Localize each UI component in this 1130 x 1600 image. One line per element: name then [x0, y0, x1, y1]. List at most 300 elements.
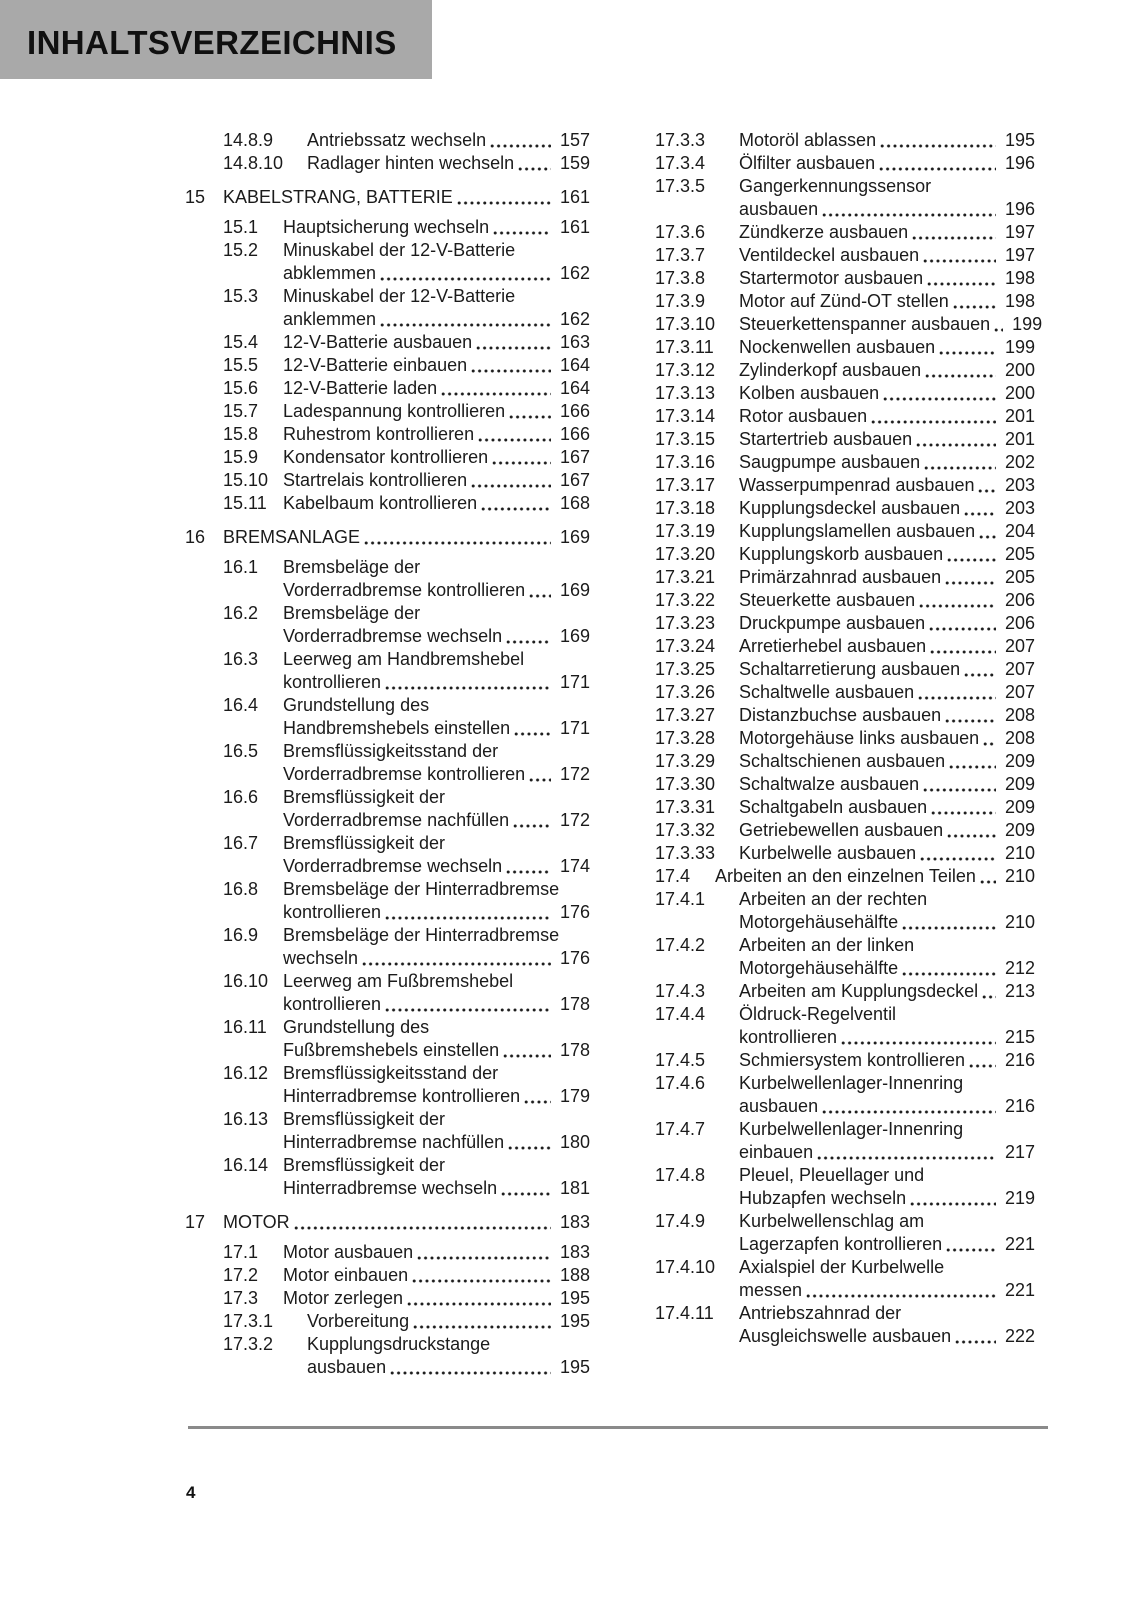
toc-entry-page: 172 — [559, 810, 590, 830]
toc-entry-number: 17.3.31 — [655, 797, 716, 817]
toc-entry — [655, 773, 1035, 796]
toc-entry-title-text: Kolben ausbauen — [739, 383, 880, 403]
dot-leader — [924, 359, 996, 382]
toc-entry-page: 210 — [1004, 866, 1035, 886]
dot-leader — [361, 947, 551, 970]
toc-entry-title — [283, 285, 590, 331]
toc-entry-page: 171 — [559, 718, 590, 738]
toc-entry — [655, 865, 1035, 888]
toc-entry-title-text: Schaltwalze ausbauen — [739, 774, 920, 794]
dot-leader — [945, 1233, 996, 1256]
toc-entry — [223, 1154, 590, 1200]
toc-entry-title — [283, 924, 590, 970]
toc-entry-number: 16.11 — [223, 1017, 267, 1037]
toc-entry-title — [739, 175, 1035, 221]
toc-entry-title — [283, 970, 590, 1016]
toc-entry-title-text: Kurbelwellenschlag am — [739, 1211, 925, 1231]
toc-entry-title-line — [739, 313, 1043, 336]
toc-entry-title-line — [739, 681, 1035, 704]
toc-entry-title-line — [739, 1279, 1035, 1302]
toc-entry-number: 16.6 — [223, 787, 259, 807]
dot-leader — [922, 773, 996, 796]
toc-entry — [223, 694, 590, 740]
dot-leader — [470, 469, 551, 492]
toc-entry-number: 14.8.9 — [223, 130, 274, 150]
toc-entry-title-text: Minuskabel der 12-V-Batterie — [283, 286, 516, 306]
toc-entry-title-text: kontrollieren — [739, 1027, 838, 1047]
toc-entry-title — [739, 451, 1035, 474]
toc-entry-title-line — [283, 423, 590, 446]
toc-entry-title-text: Ventildeckel ausbauen — [739, 245, 920, 265]
toc-entry-title-line — [283, 216, 590, 239]
dot-leader — [505, 855, 551, 878]
dot-leader — [821, 198, 996, 221]
toc-entry-title-line — [283, 377, 590, 400]
toc-entry — [655, 1049, 1035, 1072]
toc-entry-title-text: Zylinderkopf ausbauen — [739, 360, 922, 380]
toc-entry-page: 171 — [559, 672, 590, 692]
dot-leader — [500, 1177, 551, 1200]
toc-entry-page: 217 — [1004, 1142, 1035, 1162]
toc-entry — [655, 1164, 1035, 1210]
toc-entry — [655, 129, 1035, 152]
toc-entry-title — [739, 589, 1035, 612]
toc-entry-title-line — [715, 865, 1035, 888]
toc-entry-title-text: Startrelais kontrollieren — [283, 470, 468, 490]
toc-entry-title — [283, 1016, 590, 1062]
toc-entry — [655, 474, 1035, 497]
toc-entry-number: 17.3.20 — [655, 544, 716, 564]
toc-entry-number: 16.12 — [223, 1063, 269, 1083]
toc-entry-title-line — [283, 786, 590, 809]
toc-entry-number: 15.4 — [223, 332, 259, 352]
toc-entry-title-text: BREMSANLAGE — [223, 527, 361, 547]
toc-entry-title-line — [739, 497, 1035, 520]
toc-entry-page: 203 — [1004, 498, 1035, 518]
toc-entry — [655, 934, 1035, 980]
toc-entry-page: 219 — [1004, 1188, 1035, 1208]
toc-entry-title-line — [739, 451, 1035, 474]
toc-entry-title — [739, 520, 1035, 543]
toc-entry-title — [739, 129, 1035, 152]
toc-entry-page: 195 — [559, 1357, 590, 1377]
toc-entry-title-text: Antriebssatz wechseln — [307, 130, 487, 150]
toc-entry-page: 209 — [1004, 797, 1035, 817]
toc-entry-title-text: kontrollieren — [283, 902, 382, 922]
toc-entry-title — [739, 1164, 1035, 1210]
toc-entry-title-text: Kurbelwellenlager-Innenring — [739, 1073, 964, 1093]
toc-entry-page: 209 — [1004, 751, 1035, 771]
toc-entry-page: 206 — [1004, 590, 1035, 610]
toc-entry — [655, 589, 1035, 612]
toc-entry-title-line — [739, 267, 1035, 290]
toc-entry-page: 208 — [1004, 728, 1035, 748]
dot-leader — [915, 428, 996, 451]
toc-entry-title — [283, 694, 590, 740]
toc-entry-title-line — [739, 750, 1035, 773]
toc-entry-number: 15.8 — [223, 424, 259, 444]
toc-entry-title — [283, 1062, 590, 1108]
toc-entry-title-text: Hinterradbremse wechseln — [283, 1178, 498, 1198]
toc-entry-page: 180 — [559, 1132, 590, 1152]
dot-leader — [508, 400, 551, 423]
toc-entry-title-line — [739, 819, 1035, 842]
toc-entry-title-line — [739, 1164, 1035, 1187]
toc-entry — [655, 382, 1035, 405]
toc-entry-number: 14.8.10 — [223, 153, 284, 173]
toc-entry-number: 17.3.24 — [655, 636, 716, 656]
toc-entry-title — [739, 313, 1043, 336]
toc-entry — [655, 1256, 1035, 1302]
toc-entry-title-text: Hinterradbremse kontrollieren — [283, 1086, 521, 1106]
toc-entry-page: 222 — [1004, 1326, 1035, 1346]
toc-entry — [223, 1264, 590, 1287]
toc-entry-number: 15.9 — [223, 447, 259, 467]
toc-entry — [223, 648, 590, 694]
toc-entry-page: 213 — [1004, 981, 1035, 1001]
toc-entry-page: 166 — [559, 424, 590, 444]
toc-entry — [223, 878, 590, 924]
toc-column-left — [185, 129, 590, 1379]
toc-entry-title-text: Radlager hinten wechseln — [307, 153, 515, 173]
toc-entry-title-text: Schaltarretierung ausbauen — [739, 659, 961, 679]
toc-entry-title-text: Hauptsicherung wechseln — [283, 217, 490, 237]
toc-entry-number: 16.14 — [223, 1155, 269, 1175]
toc-entry-title — [283, 1287, 590, 1310]
toc-entry-title-text: Axialspiel der Kurbelwelle — [739, 1257, 945, 1277]
toc-entry — [223, 354, 590, 377]
toc-entry-number: 16.5 — [223, 741, 259, 761]
toc-entry-title — [739, 681, 1035, 704]
toc-entry-title-text: Fußbremshebels einstellen — [283, 1040, 500, 1060]
toc-entry-number: 17.3.15 — [655, 429, 716, 449]
toc-entry — [655, 336, 1035, 359]
toc-entry-page: 195 — [559, 1288, 590, 1308]
toc-entry-title-line — [739, 129, 1035, 152]
toc-entry-page: 163 — [559, 332, 590, 352]
toc-entry-title — [283, 602, 590, 648]
toc-entry-number: 16.13 — [223, 1109, 269, 1129]
toc-entry-title-line — [739, 796, 1035, 819]
dot-leader — [513, 717, 551, 740]
toc-entry-title — [283, 469, 590, 492]
toc-entry-title — [739, 497, 1035, 520]
toc-entry-number: 17.4.1 — [655, 889, 706, 909]
toc-entry-number: 17.3.8 — [655, 268, 706, 288]
toc-entry-title-line — [223, 526, 590, 549]
toc-entry-page: 212 — [1004, 958, 1035, 978]
toc-entry — [223, 1310, 590, 1333]
toc-entry-title-text: Bremsflüssigkeit der — [283, 833, 446, 853]
toc-entry — [223, 832, 590, 878]
toc-entry — [223, 285, 590, 331]
toc-entry-title-line — [739, 888, 1035, 911]
toc-entry-title-line — [739, 221, 1035, 244]
toc-entry-number: 15.1 — [223, 217, 259, 237]
toc-entry-title-text: Zündkerze ausbauen — [739, 222, 909, 242]
toc-entry-page: 199 — [1004, 337, 1035, 357]
toc-entry-title-text: anklemmen — [283, 309, 377, 329]
toc-entry-title-text: Startermotor ausbauen — [739, 268, 924, 288]
toc-entry-title — [283, 832, 590, 878]
dot-leader — [954, 1325, 996, 1348]
dot-leader — [922, 244, 996, 267]
toc-entry-page: 164 — [559, 378, 590, 398]
toc-entry-title-text: Vorderradbremse kontrollieren — [283, 580, 526, 600]
toc-entry — [655, 152, 1035, 175]
dot-leader — [389, 1356, 551, 1379]
toc-entry-title-text: Getriebewellen ausbauen — [739, 820, 944, 840]
toc-entry-title — [739, 819, 1035, 842]
toc-entry-page: 216 — [1004, 1050, 1035, 1070]
toc-entry-title — [739, 1210, 1035, 1256]
dot-leader — [946, 543, 996, 566]
toc-entry-title-line — [739, 911, 1035, 934]
dot-leader — [528, 579, 551, 602]
toc-entry-title-text: Pleuel, Pleuellager und — [739, 1165, 925, 1185]
toc-entry-number: 16 — [185, 527, 206, 547]
toc-entry-title — [739, 1302, 1035, 1348]
toc-entry-title-text: kontrollieren — [283, 994, 382, 1014]
dot-leader — [517, 152, 551, 175]
toc-entry-title — [739, 543, 1035, 566]
toc-entry-number: 17.3 — [223, 1288, 259, 1308]
toc-entry-page: 167 — [559, 447, 590, 467]
toc-entry-number: 17.3.3 — [655, 130, 706, 150]
toc-entry-page: 198 — [1004, 291, 1035, 311]
toc-entry-title-text: Arbeiten an der linken — [739, 935, 915, 955]
toc-entry-title-text: Bremsbeläge der Hinterradbremse — [283, 925, 560, 945]
toc-entry-title — [739, 658, 1035, 681]
page-number: 4 — [186, 1483, 196, 1502]
toc-entry-number: 15.2 — [223, 240, 259, 260]
toc-entry-title-text: Vorderradbremse wechseln — [283, 626, 503, 646]
dot-leader — [491, 446, 551, 469]
toc-entry-title-line — [283, 671, 590, 694]
toc-entry-title — [739, 566, 1035, 589]
toc-entry-title-text: Ladespannung kontrollieren — [283, 401, 506, 421]
toc-entry-title-line — [739, 635, 1035, 658]
dot-leader — [918, 589, 996, 612]
toc-entry — [655, 704, 1035, 727]
toc-entry-title-line — [283, 625, 590, 648]
footer-rule — [188, 1426, 1048, 1429]
toc-entry-title-text: Vorderradbremse kontrollieren — [283, 764, 526, 784]
toc-entry-number: 17.3.18 — [655, 498, 716, 518]
toc-entry-title-text: Motor zerlegen — [283, 1288, 404, 1308]
toc-entry-title-line — [739, 474, 1035, 497]
toc-entry-title-text: 12-V-Batterie einbauen — [283, 355, 468, 375]
toc-entry-title — [739, 750, 1035, 773]
toc-entry-title-line — [739, 566, 1035, 589]
dot-leader — [470, 354, 551, 377]
dot-leader — [879, 129, 996, 152]
toc-entry-title-line — [307, 1333, 590, 1356]
toc-entry-title-line — [283, 308, 590, 331]
toc-entry-title-text: Arbeiten am Kupplungsdeckel — [739, 981, 979, 1001]
toc-entry-title-line — [283, 1131, 590, 1154]
page-title: INHALTSVERZEICHNIS — [27, 23, 397, 61]
toc-entry-number: 17.4.8 — [655, 1165, 706, 1185]
toc-entry-page: 210 — [1004, 912, 1035, 932]
toc-entry-title — [223, 526, 590, 549]
toc-entry-page: 206 — [1004, 613, 1035, 633]
toc-entry — [655, 681, 1035, 704]
toc-entry — [655, 1302, 1035, 1348]
dot-leader — [475, 331, 551, 354]
toc-entry-title-text: Kupplungslamellen ausbauen — [739, 521, 976, 541]
toc-entry-number: 17.4.3 — [655, 981, 706, 1001]
toc-entry-number: 17.4.5 — [655, 1050, 706, 1070]
toc-entry — [655, 1118, 1035, 1164]
toc-entry-page: 179 — [559, 1086, 590, 1106]
toc-entry-title-line — [223, 186, 590, 209]
toc-entry-page: 162 — [559, 263, 590, 283]
toc-entry — [655, 313, 1043, 336]
toc-entry-title-text: Ausgleichswelle ausbauen — [739, 1326, 952, 1346]
toc-entry-title — [739, 244, 1035, 267]
toc-entry-page: 164 — [559, 355, 590, 375]
toc-entry-title-line — [283, 924, 590, 947]
dot-leader — [917, 681, 996, 704]
toc-entry-title-text: Rotor ausbauen — [739, 406, 868, 426]
toc-entry-title-line — [739, 773, 1035, 796]
toc-entry-title-line — [283, 1154, 590, 1177]
toc-entry-title — [283, 1108, 590, 1154]
toc-entry-title-text: Öldruck-Regelventil — [739, 1004, 897, 1024]
toc-entry-number: 16.10 — [223, 971, 269, 991]
toc-entry — [655, 1003, 1035, 1049]
toc-entry-title-line — [283, 694, 590, 717]
toc-entry-title-line — [283, 1287, 590, 1310]
toc-entry-page: 157 — [559, 130, 590, 150]
toc-entry-title — [739, 221, 1035, 244]
dot-leader — [411, 1264, 551, 1287]
toc-entry-title-line — [739, 198, 1035, 221]
toc-entry-page: 178 — [559, 1040, 590, 1060]
toc-entry-page: 196 — [1004, 153, 1035, 173]
dot-leader — [507, 1131, 551, 1154]
toc-entry-title-line — [739, 175, 1035, 198]
toc-entry-title-line — [739, 612, 1035, 635]
toc-entry-title — [739, 474, 1035, 497]
toc-entry — [223, 602, 590, 648]
toc-entry-title-text: MOTOR — [223, 1212, 290, 1232]
toc-entry-page: 207 — [1004, 636, 1035, 656]
toc-entry-title-line — [739, 1141, 1035, 1164]
dot-leader — [489, 129, 551, 152]
toc-entry-title-text: wechseln — [283, 948, 359, 968]
dot-leader — [878, 152, 996, 175]
toc-entry-title — [739, 267, 1035, 290]
toc-entry-page: 166 — [559, 401, 590, 421]
toc-entry — [655, 796, 1035, 819]
toc-entry-page: 161 — [559, 187, 590, 207]
dot-leader — [981, 980, 996, 1003]
toc-entry-title-text: Handbremshebels einstellen — [283, 718, 511, 738]
toc-entry-title-line — [739, 1302, 1035, 1325]
toc-entry-title-line — [739, 359, 1035, 382]
toc-entry-title — [739, 1003, 1035, 1049]
toc-entry-title-text: Kupplungsdeckel ausbauen — [739, 498, 961, 518]
toc-entry-number: 15.7 — [223, 401, 259, 421]
toc-entry-page: 159 — [559, 153, 590, 173]
toc-entry-title-text: 12-V-Batterie laden — [283, 378, 438, 398]
toc-entry-title — [739, 773, 1035, 796]
toc-entry-title-line — [739, 704, 1035, 727]
toc-entry-number: 16.3 — [223, 649, 259, 669]
toc-entry-title-text: Bremsflüssigkeitsstand der — [283, 741, 499, 761]
toc-entry-page: 198 — [1004, 268, 1035, 288]
dot-leader — [977, 474, 996, 497]
toc-entry-title — [307, 129, 590, 152]
toc-entry — [655, 1210, 1035, 1256]
toc-entry-title — [739, 405, 1035, 428]
toc-entry — [223, 331, 590, 354]
toc-entry — [223, 152, 590, 175]
toc-entry-title-text: Motor einbauen — [283, 1265, 409, 1285]
toc-entry-title — [283, 216, 590, 239]
toc-entry-title-text: Distanzbuchse ausbauen — [739, 705, 942, 725]
toc-entry — [223, 129, 590, 152]
dot-leader — [293, 1211, 551, 1234]
toc-entry — [655, 888, 1035, 934]
toc-entry-number: 15.11 — [223, 493, 267, 513]
toc-entry-title — [223, 1211, 590, 1234]
toc-entry-title-text: Saugpumpe ausbauen — [739, 452, 921, 472]
toc-entry-title-line — [739, 336, 1035, 359]
toc-entry-page: 221 — [1004, 1234, 1035, 1254]
toc-entry-title-line — [739, 428, 1035, 451]
toc-entry-title-line — [739, 1118, 1035, 1141]
toc-entry-title-text: kontrollieren — [283, 672, 382, 692]
toc-entry-number: 17.2 — [223, 1265, 259, 1285]
toc-entry — [655, 221, 1035, 244]
toc-entry — [223, 786, 590, 832]
toc-entry — [655, 727, 1035, 750]
toc-entry-number: 17.3.2 — [223, 1334, 274, 1354]
toc-entry-title — [739, 382, 1035, 405]
dot-leader — [993, 313, 1003, 336]
toc-entry-title-text: Druckpumpe ausbauen — [739, 613, 926, 633]
toc-entry-page: 207 — [1004, 659, 1035, 679]
toc-entry — [655, 566, 1035, 589]
toc-entry-title-line — [283, 878, 590, 901]
toc-entry-page: 167 — [559, 470, 590, 490]
toc-entry-number: 17.3.17 — [655, 475, 716, 495]
dot-leader — [440, 377, 551, 400]
toc-entry-title-text: messen — [739, 1280, 803, 1300]
toc-entry — [655, 819, 1035, 842]
toc-entry-title-line — [283, 901, 590, 924]
toc-entry-title-line — [283, 1108, 590, 1131]
dot-leader — [882, 382, 996, 405]
toc-entry-number: 17.4.11 — [655, 1303, 714, 1323]
toc-entry-title-line — [283, 285, 590, 308]
toc-entry-number: 17.4 — [655, 866, 691, 886]
toc-entry-title — [739, 980, 1035, 1003]
toc-entry-title-line — [739, 980, 1035, 1003]
toc-entry-title-line — [739, 1026, 1035, 1049]
toc-entry-title — [283, 239, 590, 285]
toc-entry-title-text: Vorbereitung — [307, 1311, 410, 1331]
toc-entry-page: 209 — [1004, 820, 1035, 840]
page-title-band — [0, 0, 432, 79]
toc-entry-title-line — [283, 1039, 590, 1062]
toc-entry-title-line — [739, 152, 1035, 175]
toc-entry-title — [739, 1256, 1035, 1302]
dot-leader — [456, 186, 551, 209]
